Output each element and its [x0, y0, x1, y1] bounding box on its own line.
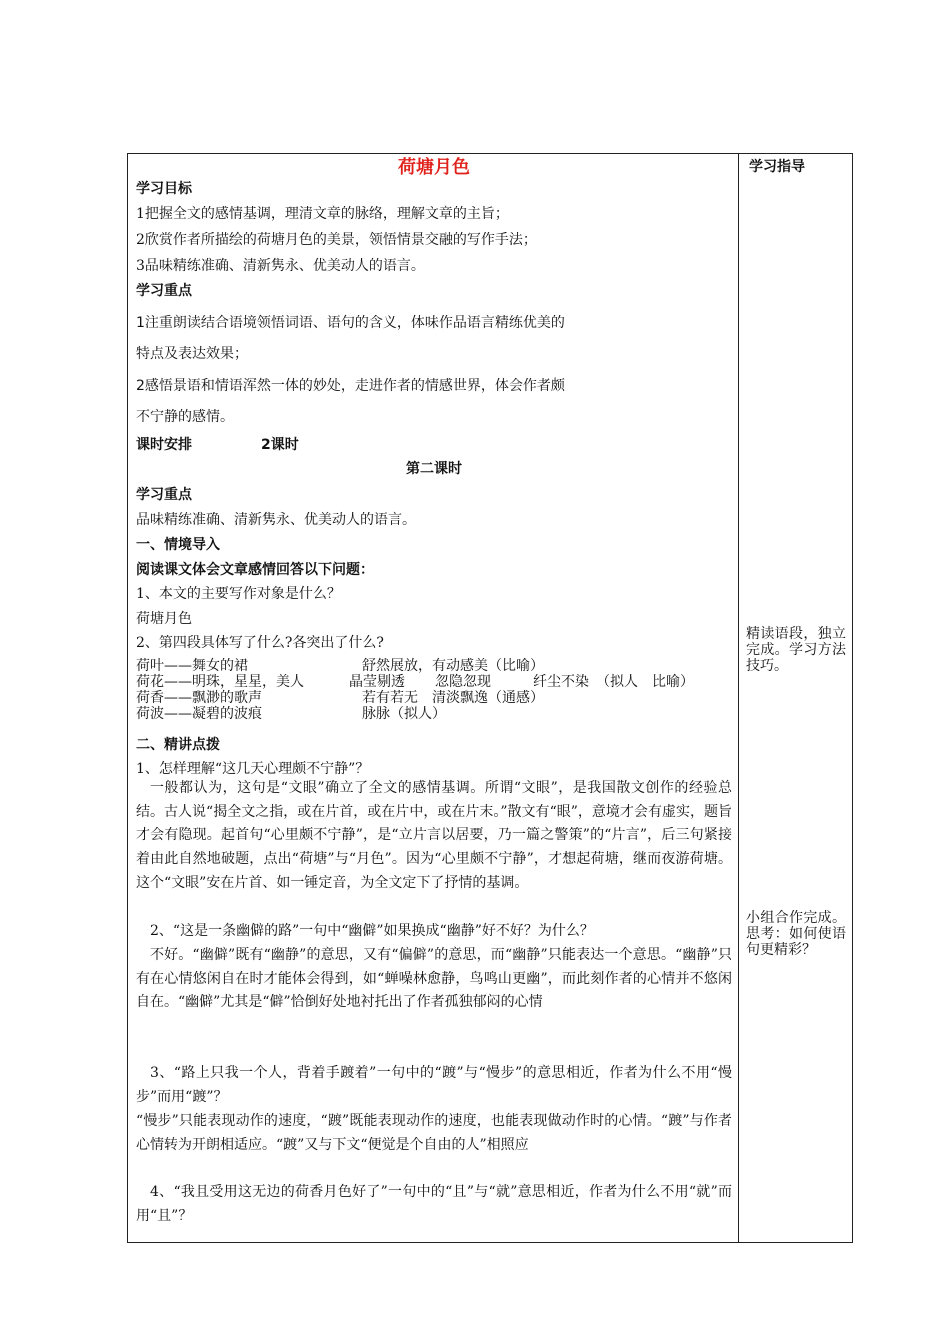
- question-1: 1、本文的主要写作对象是什么？: [136, 586, 341, 602]
- discussion-question: 3、“路上只我一个人，背着手踱着”一句中的“踱”与“慢步”的意思相近，作者为什么不用“慢步”而用“踱”？: [136, 1065, 732, 1105]
- instruction-text: 阅读课文体会文章感情回答以下问题：: [136, 562, 374, 578]
- lesson2-heading: 第二课时: [406, 461, 462, 477]
- goal-item: 2欣赏作者所描绘的荷塘月色的美景，领悟情景交融的写作手法；: [136, 232, 537, 248]
- goal-item: 3品味精练准确、清新隽永、优美动人的语言。: [136, 258, 425, 274]
- focus-heading: 学习重点: [136, 283, 192, 299]
- discussion-question: 2、“这是一条幽僻的路”一句中“幽僻”如果换成“幽静”好不好？为什么？: [150, 923, 594, 939]
- answer-cell: 纤尘不染 （拟人 比喻）: [533, 674, 694, 690]
- schedule-value: 2课时: [261, 437, 299, 453]
- answer-cell: 荷花——明珠，星星，美人: [136, 674, 304, 690]
- discussion-question: 1、怎样理解“这几天心理颇不宁静”？: [136, 761, 370, 777]
- focus-line: 1注重朗读结合语境领悟词语、语句的含义，体味作品语言精练优美的: [136, 315, 565, 331]
- column-divider: [738, 154, 739, 1242]
- answer-cell: 若有若无 清淡飘逸（通感）: [362, 690, 544, 706]
- schedule-label: 课时安排: [136, 437, 192, 453]
- lesson-table: [127, 153, 853, 1243]
- guide-note-reading: 精读语段，独立完成。学习方法技巧。: [746, 626, 846, 674]
- focus-line: 2感悟景语和情语浑然一体的妙处，走进作者的情感世界，体会作者颇: [136, 378, 565, 394]
- section-heading: 二、精讲点拨: [136, 737, 220, 753]
- goal-item: 1把握全文的感情基调，理清文章的脉络，理解文章的主旨；: [136, 206, 509, 222]
- discussion-answer: “慢步”只能表现动作的速度，“踱”既能表现动作的速度，也能表现做动作时的心情。“踱”与作者心情转为开朗相适应。“踱”又与下文“便觉是个自由的人”相照应: [136, 1113, 732, 1153]
- answer-1: 荷塘月色: [136, 611, 192, 627]
- guide-column-header: 学习指导: [749, 159, 805, 175]
- discussion-question: 4、“我且受用这无边的荷香月色好了”一句中的“且”与“就”意思相近，作者为什么不用“就”而用“且”？: [136, 1184, 732, 1224]
- focus-line: 特点及表达效果；: [136, 346, 248, 362]
- discussion-answer: 一般都认为，这句是“文眼”确立了全文的感情基调。所谓“文眼”，是我国散文创作的经验总结。古人说“揭全文之指，或在片首，或在片中，或在片末。”散文有“眼”，意境才会有虚实，题旨才会有隐现。起首句“心里颇不宁静”，是“立片言以居要，乃一篇之警策”的“片言”，后三句紧接着由此自然地破题，点出“荷塘”与“月色”。因为“心里颇不宁静”，才想起荷塘，继而夜游荷塘。这个“文眼”安在片首、如一锤定音，为全文定下了抒情的基调。: [136, 780, 732, 891]
- answer-cell: 荷香——飘渺的歌声: [136, 690, 262, 706]
- discussion-answer: 不好。“幽僻”既有“幽静”的意思，又有“偏僻”的意思，而“幽静”只能表达一个意思。“幽静”只有在心情悠闲自在时才能体会得到，如“蝉噪林愈静，鸟鸣山更幽”，而此刻作者的心情并不悠闲自在。“幽僻”尤其是“僻”恰倒好处地衬托出了作者孤独郁闷的心情: [136, 947, 732, 1011]
- lesson2-focus-heading: 学习重点: [136, 487, 192, 503]
- question-2: 2、第四段具体写了什么?各突出了什么?: [136, 635, 384, 651]
- answer-cell: 脉脉（拟人）: [362, 706, 446, 722]
- focus-line: 不宁静的感情。: [136, 409, 234, 425]
- answer-cell: 舒然展放，有动感美（比喻）: [362, 658, 544, 674]
- answer-cell: 晶莹剔透: [349, 674, 405, 690]
- goals-heading: 学习目标: [136, 181, 192, 197]
- answer-cell: 荷波——凝碧的波痕: [136, 706, 262, 722]
- answer-cell: 荷叶——舞女的裙: [136, 658, 248, 674]
- document-title: 荷塘月色: [398, 157, 470, 178]
- section-heading: 一、情境导入: [136, 537, 220, 553]
- lesson2-focus-text: 品味精练准确、清新隽永、优美动人的语言。: [136, 512, 416, 528]
- guide-note-group: 小组合作完成。思考：如何使语句更精彩？: [746, 910, 846, 958]
- answer-cell: 忽隐忽现: [435, 674, 491, 690]
